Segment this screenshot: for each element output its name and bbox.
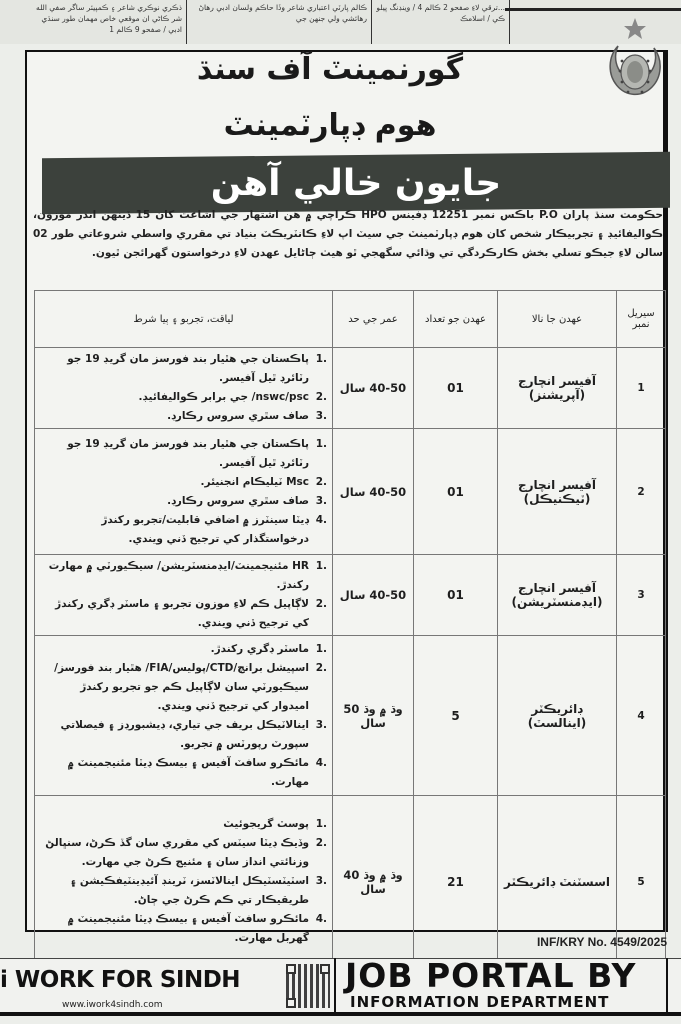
post-subtitle: (اينالسٽ) [527,715,587,730]
cell-serial: 3 [617,555,666,636]
cell-age: 40-50 سال [333,555,414,636]
table-row [35,636,666,796]
header-qualification: لياقت، تجربو ۽ ٻيا شرط [35,291,333,348]
header-count: عهدن جو تعداد [414,291,498,348]
cell-serial: 2 [617,429,666,555]
cell-post [498,348,617,429]
cell-qualifications [35,429,333,555]
cell-post [498,636,617,796]
portal-url[interactable]: www.iwork4sindh.com [62,1000,163,1010]
cell-count: 01 [414,429,498,555]
cell-serial: 4 [617,636,666,796]
qualification-item: صاف سٿري سروس رڪارڊ. [167,410,309,422]
qualification-item: مائڪرو سافٽ آفيس ۽ بيسڪ ڊيٽا مئنيجمينٽ ۾ گهربل مهارت. [67,913,309,944]
reference-number: INF/KRY No. 4549/2025 [536,935,667,949]
qualification-item: مائڪرو سافٽ آفيس ۽ بيسڪ ڊيٽا مئنيجمينٽ ۾ مهارت. [67,756,309,788]
qualification-item: صاف سٿري سروس رڪارڊ. [167,494,309,507]
table-row [35,555,666,636]
cell-age: 40-50 سال [333,348,414,429]
intro-paragraph: حڪومت سنڌ پاران P.O باڪس نمبر 12251 ڊفينس HPO ڪراچي ۾ هن اشتهار جي اشاعت کان 15 ڏينهن اندر موزون، ڪواليفائيڊ ۽ تجربيڪار شخص کان هوم ڊپارٽمينٽ جي سيٽ اپ لاءِ ڪانٽريڪٽ بنياد تي مقرري واسطي شروعاتي طور 02 سالن لاءِ جيڪو تسلي بخش ڪارڪردگي تي وڌائي سگهجي ٿو هيٺ ڄاڻايل عهدن لاءِ درخواستون گهرائجن ٿيون. [33,209,663,259]
cell-age: 40-50 سال [333,429,414,555]
cell-serial: 1 [617,348,666,429]
qualification-item: پاڪستان جي هٿيار بند فورسز مان گريڊ 19 جو رٽائرڊ ٿيل آفيسر. [67,353,309,384]
qualification-item: ماسٽر ڊگري رکندڙ. [210,642,309,655]
cell-age: وڌ ۾ وڌ 50 سال [333,636,414,796]
qr-code-icon[interactable] [286,964,330,1008]
qualification-item: اسٽيٽسٽيڪل اينالاٽسز، ٽرينڊ آئيڊينٽيفڪيشن ۽ طريقيڪار تي ڪم ڪرڻ جي ڄاڻ. [70,875,309,906]
header-post: عهدن جا نالا [498,291,617,348]
cell-serial: 5 [617,796,666,968]
qualification-item: HR مئنيجمينٽ/ايڊمنسٽريشن/ سيڪيورٽي ۾ مهارت رکندڙ. [48,560,309,591]
cell-count: 01 [414,348,498,429]
vacancies-table [34,290,666,968]
qualification-item: پوسٽ گريجوئيٽ [223,818,309,830]
post-subtitle: (ايڊمنسٽريشن) [511,595,603,609]
newspaper-top-strip [0,0,681,44]
qualification-item: پاڪستان جي هٿيار بند فورسز مان گريڊ 19 جو رٽائرڊ ٿيل آفيسر. [67,437,309,469]
qualification-item: اسپيشل برانچ/CTD/پوليس/FIA/ هٿيار بند فورسز/سيڪيورٽي سان لاڳاپيل ڪم جو تجربو رکندڙ اميدوار کي ترجيح ڏني ويندي. [54,661,309,712]
post-title: ڊائريڪٽر [531,701,583,716]
qualification-item: وڏيڪ ڊيٽا سيٽس کي مقرري سان گڏ ڪرڻ، سنڀالڻ وزنائتي انداز سان ۽ مئنيج ڪرڻ جي مهارت. [45,837,309,868]
cell-qualifications [35,555,333,636]
cell-qualifications [35,636,333,796]
top-strip-column: ذڪري نوڪري شاعر ۽ ڪمپيئر ساگر صفي الله شر ڪاڻي ان موقعي خاص مهمان طور سنڌي ادبي / صفحو 9 ڪالم 1 [30,0,187,44]
qualification-item: اينالاٽيڪل بريف جي تياري، ڊيشبورڊز ۽ فيصلاتي سپورٽ رپورٽس ۾ تجربو. [60,718,309,750]
post-title: آفيسر انچارج [517,477,597,492]
title-home-department: هوم ڊپارٽمينٽ [223,108,437,143]
table-row [35,348,666,429]
header-serial: سيريل نمبر [617,291,666,348]
cell-post [498,429,617,555]
top-strip-rule [505,8,681,11]
cell-count: 5 [414,636,498,796]
top-strip-column: ڪالم پارٽي اعتباري شاعر وڏا حاڪم ولسان ادبي رهاڻ رهائشي ولي جنهن جي [187,0,372,44]
cell-age: وڌ ۾ وڌ 40 سال [333,796,414,968]
job-portal-title: JOB PORTAL BY [345,956,637,995]
cell-count: 01 [414,555,498,636]
qualification-item: ڊيٽا سينٽرز ۾ اضافي قابليت/تجربو رکندڙ درخواستگذار کي ترجيح ڏني ويندي. [101,513,309,545]
table-header-row [35,291,666,348]
post-title: اسسٽنٽ ڊائريڪٽر [504,874,610,889]
qualification-item: nswc/psc/ جي برابر ڪواليفائيڊ. [138,391,309,403]
cell-qualifications [35,796,333,968]
vacancies-banner-title: جايون خالي آهن [210,163,502,204]
post-title: آفيسر انچارج [517,581,597,595]
information-department-label: INFORMATION DEPARTMENT [350,993,610,1011]
iwork-for-sindh-brand: i WORK FOR SINDH [0,967,241,993]
title-government-of-sindh: گورنمينٽ آف سنڌ [196,52,464,87]
cell-qualifications [35,348,333,429]
cell-count: 21 [414,796,498,968]
post-title: آفيسر انچارج [517,374,597,388]
post-subtitle: (ٽيڪنيڪل) [523,491,591,506]
top-strip-column: ...ترقي لاءِ صفحو 2 ڪالم 4 / وينڊنگ پيلو ڪي / اسلامڪ [372,0,510,44]
cell-post [498,555,617,636]
qualification-item: لاڳاپيل ڪم لاءِ موزون تجربو ۽ ماسٽر ڊگري رکندڙ کي ترجيح ڏني ويندي. [55,598,309,629]
sindh-emblem-icon [604,16,666,112]
table-row [35,429,666,555]
header-age: عمر جي حد [333,291,414,348]
post-subtitle: (آپريشنز) [528,388,586,402]
qualification-item: Msc ٽيليڪام انجنيئر. [200,475,309,488]
